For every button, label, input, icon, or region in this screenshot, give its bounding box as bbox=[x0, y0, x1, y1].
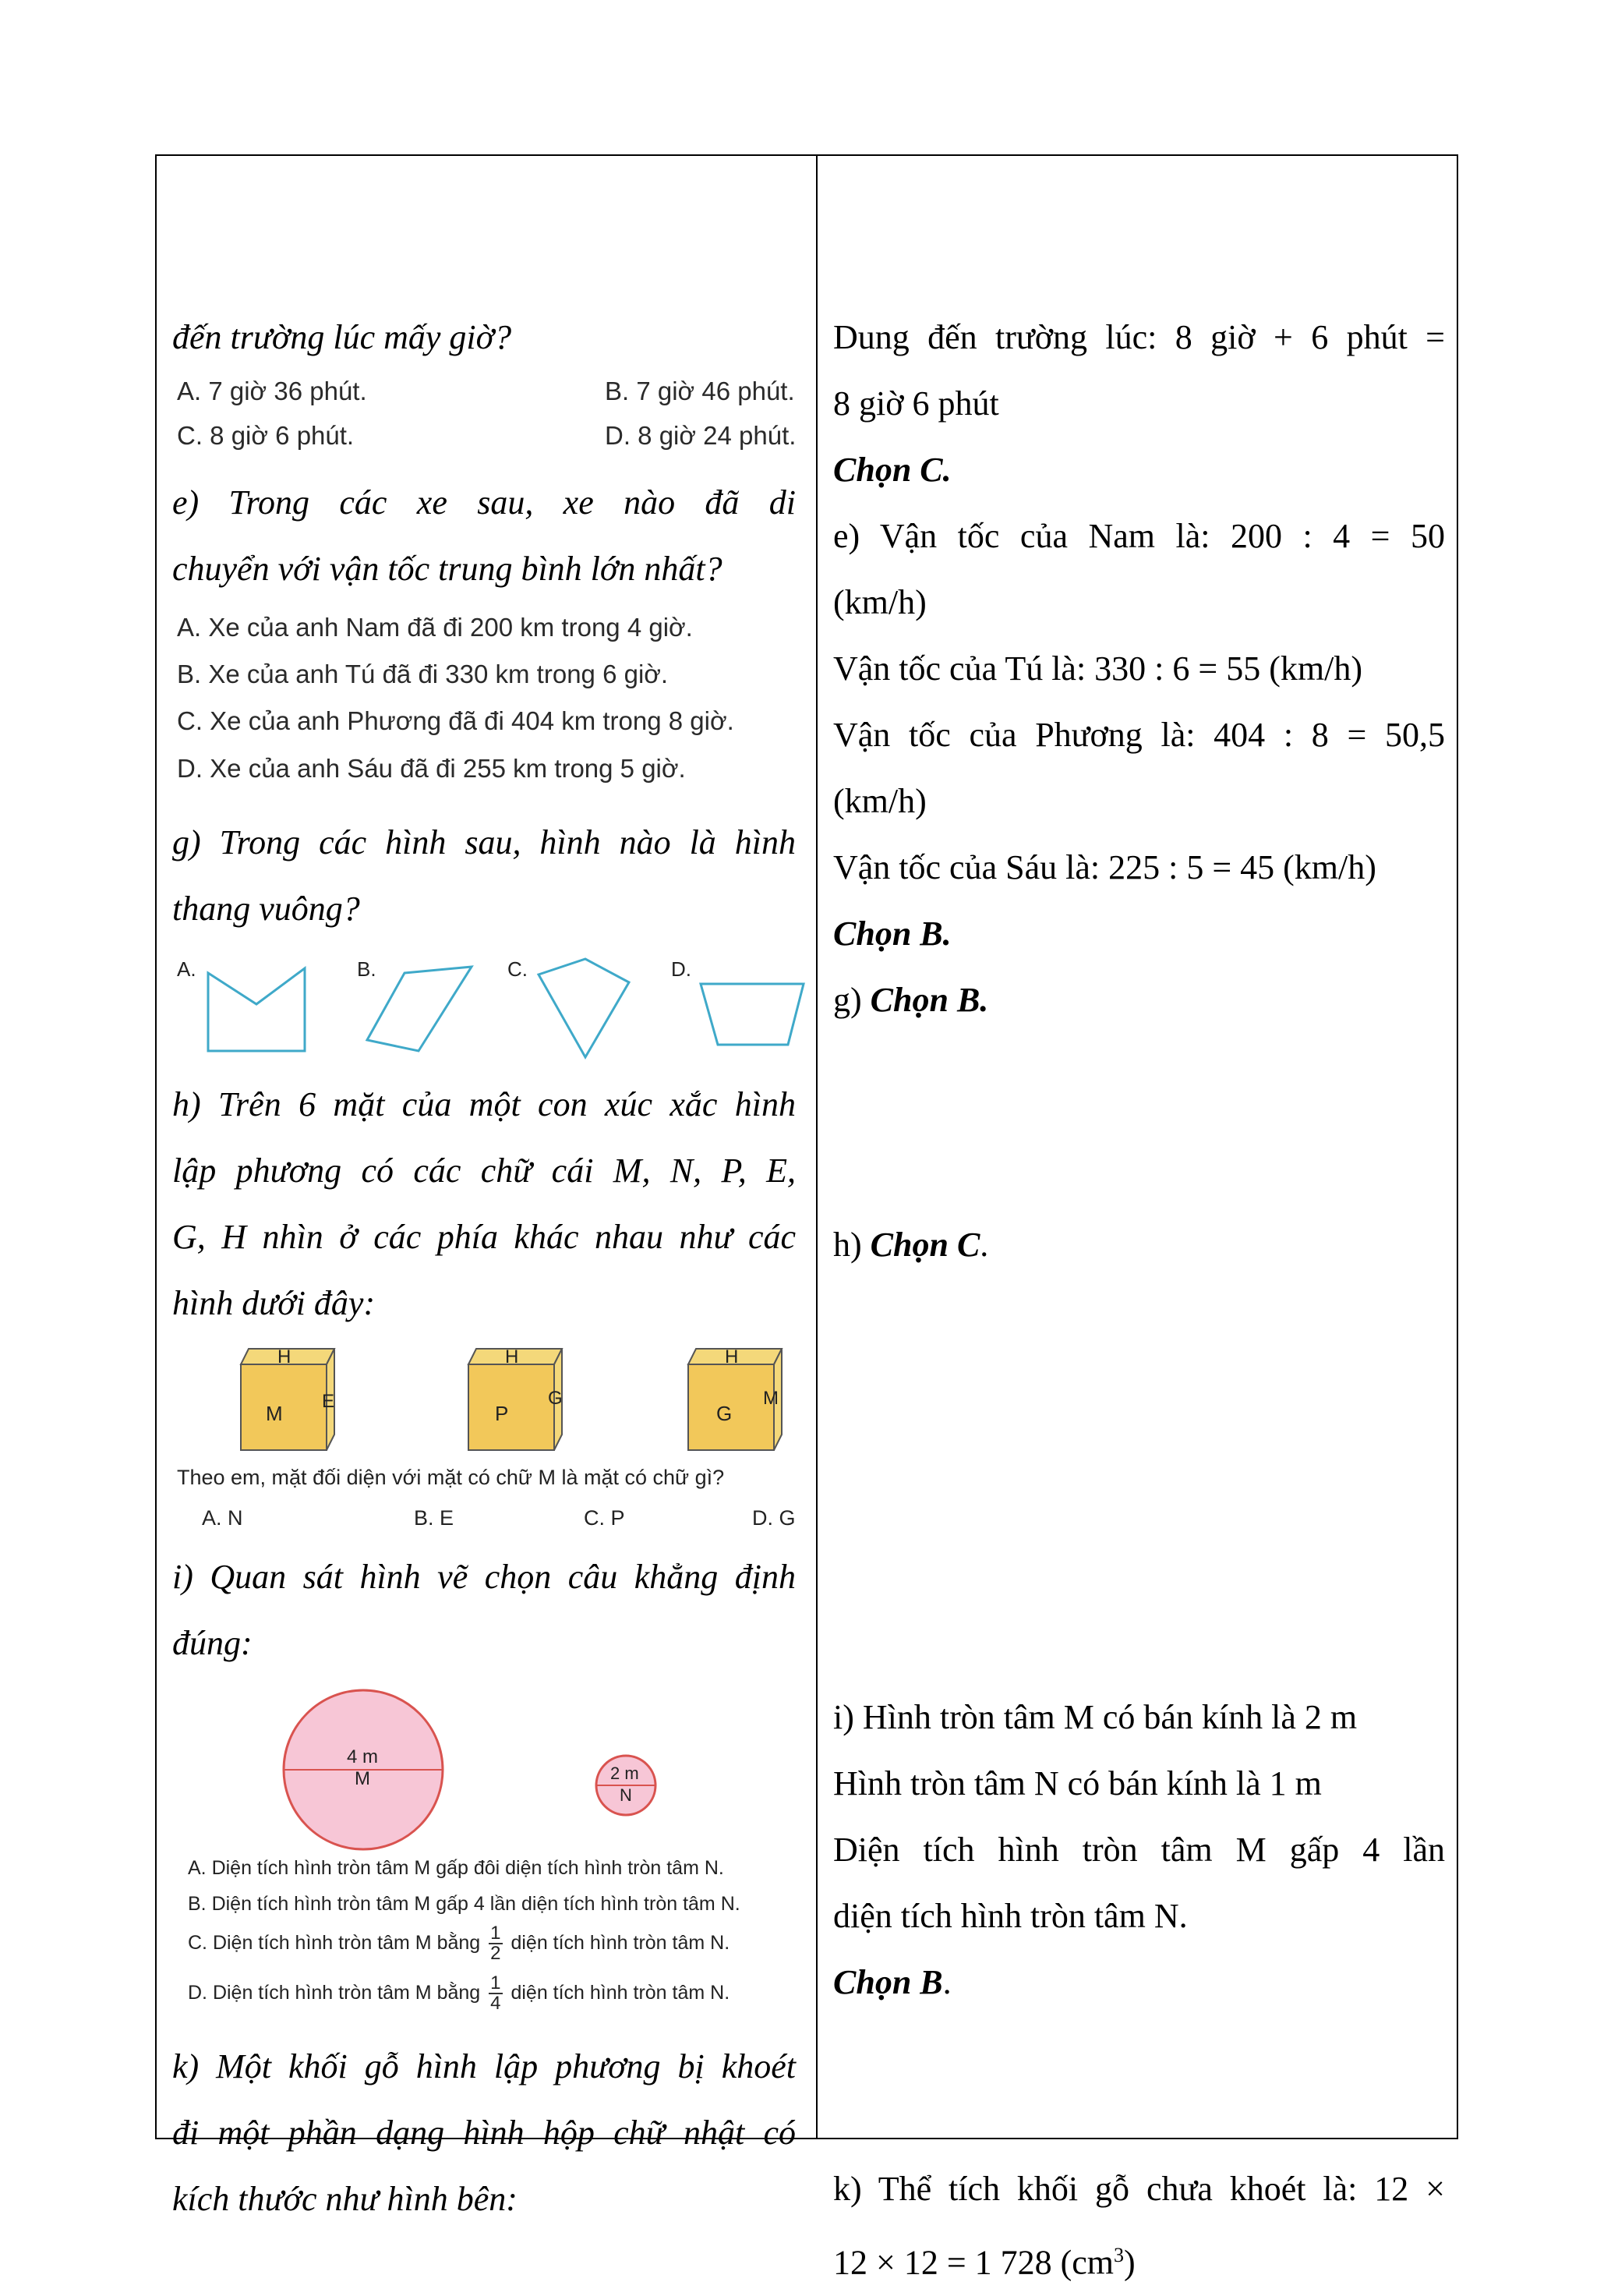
question-k: k) Một khối gỗ hình lập phương bị khoét đi một phần dạng hình hộp chữ nhật có kích thước như hình bên: bbox=[172, 2047, 796, 2218]
question-e: e) Trong các xe sau, xe nào đã di chuyển với vận tốc trung bình lớn nhất? bbox=[172, 483, 796, 588]
circles-illustration bbox=[157, 1684, 816, 1856]
question-i: i) Quan sát hình vẽ chọn câu khẳng định đúng: bbox=[172, 1558, 796, 1662]
circle-option-d: D. Diện tích hình tròn tâm M bằng $\frac{1}{4}$ diện tích hình tròn tâm N. bbox=[188, 1972, 730, 2015]
answer-column bbox=[817, 155, 1457, 2282]
fraction-one-half: $\frac{1}{2}$ bbox=[490, 1923, 501, 1965]
shape-d bbox=[701, 984, 804, 1045]
answer-d: Dung đến trường lúc: 8 giờ + 6 phút = 8 giờ 6 phút Chọn C. bbox=[833, 304, 1445, 503]
q-e-option-b: B. Xe của anh Tú đã đi 330 km trong 6 giờ. bbox=[177, 660, 669, 688]
circle-option-b: B. Diện tích hình tròn tâm M gấp 4 lần diện tích hình tròn tâm N. bbox=[188, 1893, 740, 1915]
answer-i: i) Hình tròn tâm M có bán kính là 2 m Hình tròn tâm N có bán kính là 1 m Diện tích hình tròn tâm M gấp 4 lần diện tích hình tròn tâm N. Chọn B. bbox=[833, 1698, 1445, 2001]
question-g: g) Trong các hình sau, hình nào là hình thang vuông? bbox=[172, 823, 796, 928]
answer-e-choice: Chọn B. bbox=[833, 915, 952, 953]
q-d-option-c: C. 8 giờ 6 phút. bbox=[177, 421, 355, 450]
answer-d-choice: Chọn C. bbox=[833, 451, 952, 489]
cube-3-top: H bbox=[725, 1346, 739, 1367]
shape-label-d: D. bbox=[671, 957, 691, 981]
q-e-option-d: D. Xe của anh Sáu đã đi 255 km trong 5 giờ. bbox=[177, 754, 686, 783]
cube-2-top: H bbox=[505, 1346, 519, 1367]
answer-i-choice: Chọn B bbox=[833, 1963, 943, 2001]
shape-a bbox=[208, 968, 305, 1051]
fraction-one-quarter: $\frac{1}{4}$ bbox=[490, 1972, 501, 2015]
shape-b bbox=[367, 967, 472, 1051]
cube-3-front: G bbox=[716, 1402, 733, 1425]
dice-option-d: D. G bbox=[752, 1506, 796, 1530]
quadrilateral-shapes bbox=[172, 951, 811, 1060]
dice-option-b: B. E bbox=[414, 1506, 454, 1530]
circle-n-center: N bbox=[620, 1785, 632, 1805]
circle-m-measure: 4 m bbox=[347, 1746, 379, 1767]
q-d-option-a: A. 7 giờ 36 phút. bbox=[177, 377, 367, 405]
shape-label-c: C. bbox=[507, 957, 528, 981]
trapezoid-figures bbox=[172, 951, 811, 1060]
answer-k: k) Thể tích khối gỗ chưa khoét là: 12 × 12 × 12 = 1 728 $(cm^3)$ bbox=[833, 2170, 1445, 2282]
cube-3-side: M bbox=[763, 1388, 779, 1409]
dice-option-c: C. P bbox=[584, 1506, 625, 1530]
cube-1-top: H bbox=[277, 1346, 291, 1367]
answer-h: h) Chọn C. bbox=[833, 1226, 989, 1264]
shape-label-a: A. bbox=[177, 957, 196, 981]
circle-option-a: A. Diện tích hình tròn tâm M gấp đôi diện tích hình tròn tâm N. bbox=[188, 1857, 724, 1879]
answer-g: g) Chọn B. bbox=[833, 981, 989, 1019]
q-e-option-a: A. Xe của anh Nam đã đi 200 km trong 4 giờ. bbox=[177, 613, 693, 642]
q-e-option-c: C. Xe của anh Phương đã đi 404 km trong 8 giờ. bbox=[177, 706, 734, 735]
cube-2-front: P bbox=[495, 1402, 509, 1425]
q-d-option-d: D. 8 giờ 24 phút. bbox=[605, 421, 797, 450]
answer-e: e) Vận tốc của Nam là: 200 : 4 = 50 (km/h) Vận tốc của Tú là: 330 : 6 = 55 (km/h) Vận tốc của Phương là: 404 : 8 = 50,5 (km/h) Vận tốc của Sáu là: 225 : 5 = 45 (km/h) Chọn B. bbox=[833, 503, 1445, 967]
solution-table bbox=[155, 154, 1458, 2282]
circle-n-measure: 2 m bbox=[610, 1764, 639, 1783]
dice-illustration bbox=[157, 1341, 816, 1536]
shape-label-b: B. bbox=[357, 957, 376, 981]
question-column bbox=[156, 155, 817, 2218]
q-d-option-b: B. 7 giờ 46 phút. bbox=[605, 377, 795, 405]
dice-prompt: Theo em, mặt đối diện với mặt có chữ M là mặt có chữ gì? bbox=[177, 1466, 725, 1489]
circle-option-c: C. Diện tích hình tròn tâm M bằng $\frac{1}{2}$ diện tích hình tròn tâm N. bbox=[188, 1923, 730, 1965]
question-d-tail: đến trường lúc mấy giờ? bbox=[172, 318, 512, 356]
answer-h-choice: Chọn C bbox=[870, 1226, 980, 1264]
cube-1-front: M bbox=[266, 1402, 283, 1425]
shape-c bbox=[539, 959, 629, 1057]
question-h: h) Trên 6 mặt của một con xúc xắc hình lập phương có các chữ cái M, N, P, E, G, H nhìn ở các phía khác nhau như các hình dưới đây: bbox=[172, 1085, 796, 1322]
cube-1-side: E bbox=[322, 1391, 335, 1412]
answer-g-choice: Chọn B. bbox=[870, 981, 989, 1019]
circle-figure bbox=[157, 1684, 816, 2027]
dice-figures bbox=[157, 1341, 816, 1536]
cube-2-side: G bbox=[548, 1388, 563, 1409]
circle-m-center: M bbox=[355, 1768, 370, 1789]
dice-option-a: A. N bbox=[202, 1506, 243, 1530]
